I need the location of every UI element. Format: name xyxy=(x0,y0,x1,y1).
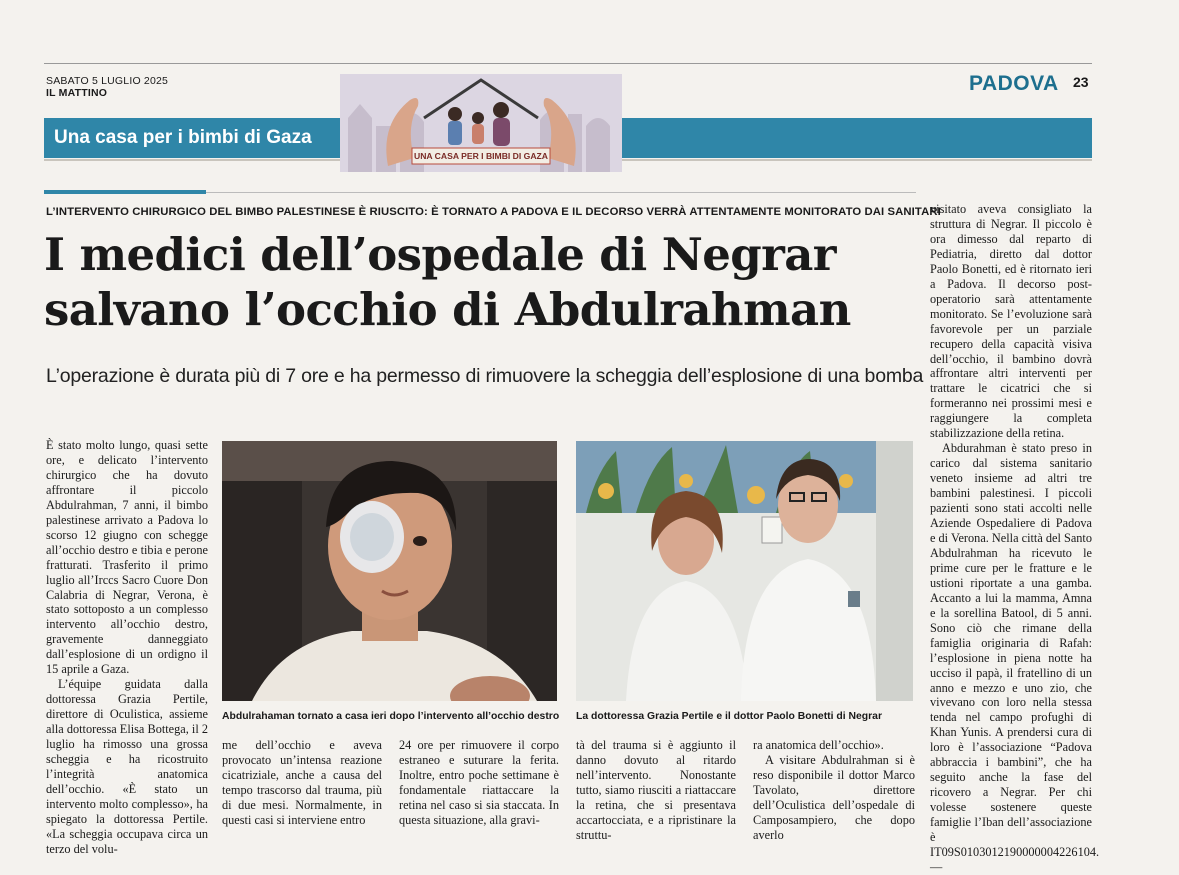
article-subheadline: L’operazione è durata più di 7 ore e ha permesso di rimuovere la scheggia dell’esplosione di una bomba xyxy=(46,365,924,387)
banner-bar-right xyxy=(622,118,1092,158)
article-column-5 xyxy=(753,738,915,843)
column-5-paragraph-2: A visitare Abdulrahman si è reso disponibile il dottor Marco Tavolato, direttore dell’Oculistica dell’ospedale di Camposampiero, che dopo averlo xyxy=(753,752,915,842)
section-name: PADOVA xyxy=(969,72,1059,95)
article-column-6 xyxy=(930,202,1100,875)
kicker-rule xyxy=(44,190,206,194)
column-1-paragraph-1: È stato molto lungo, quasi sette ore, e delicato l’intervento chirurgico che ha dovuto affrontare il piccolo Abdulrahman, 7 anni, il bimbo palestinese arrivato a Padova lo scorso 12 giugno con schegge all’occhio destro e tibia e perone fratturati. Trasferito il primo luglio all’Irccs Sacro Cuore Don Calabria di Negrar, Verona, è stato sottoposto a un complesso intervento all’occhio destro, gravemente danneggiato dall’esplosione di un ordigno il 15 aprile a Gaza. xyxy=(46,438,208,677)
campaign-logo-text: UNA CASA PER I BIMBI DI GAZA xyxy=(414,151,548,161)
article-column-2 xyxy=(222,738,382,828)
photo-doctors-caption: La dottoressa Grazia Pertile e il dottor Paolo Bonetti di Negrar xyxy=(576,711,883,722)
column-1-paragraph-2: L’équipe guidata dalla dottoressa Grazia Pertile, direttore di Oculistica, assieme alla dottoressa Elisa Bottega, il 2 luglio ha rimosso una grossa scheggia e ha ricostruito l’integrità anatomica dell’occhio. «È stato un intervento molto complesso», ha spiegato la dottoressa Pertile. «La scheggia occupava circa un terzo del volu- xyxy=(46,677,208,856)
headline-line-1: I medici dell’ospedale di Negrar xyxy=(44,228,836,281)
headline-line-2: salvano l’occhio di Abdulrahman xyxy=(44,283,851,336)
header-rule-top xyxy=(44,63,1092,64)
column-3-paragraph: 24 ore per rimuovere il corpo estraneo e suturare la ferita. Inoltre, entro poche settimane è fondamentale riattaccare la retina nel caso si sia staccata. In questa situazione, alla gravi- xyxy=(399,738,559,827)
article-column-4 xyxy=(576,738,736,843)
column-6-paragraph-2: Abdurahman è stato preso in carico dal sistema sanitario veneto insieme ad altri tre bambini palestinesi. I piccoli pazienti sono stati accolti nelle Aziende Ospedaliere di Padova e di Verona. Nella città del Santo Abdulrahman ha ricevuto le prime cure per le fratture e le ustioni riportate a una gamba. Accanto a lui la mamma, Amna e la sorellina Batool, di 5 anni. Sono ciò che rimane della famiglia originaria di Rafah: l’esplosione in piena notte ha ucciso il papà, il fratellino di un anno e mezzo e uno zio, che vivevano con loro nella stessa tenda nel campo profughi di Khan Yunis. A prendersi cura di loro è l’associazione “Padova abbraccia i bambini”, che ha seguito anche la fase del ricovero a Negrar. Per chi volesse sostenere queste famiglie l’Iban dell’associazione è IT09S0103012190000004226104. — xyxy=(930,441,1100,874)
column-5-paragraph-1: ra anatomica dell’occhio». xyxy=(753,738,884,752)
article-column-3 xyxy=(399,738,559,828)
photo-child-image xyxy=(222,441,557,701)
banner-title: Una casa per i bimbi di Gaza xyxy=(54,127,312,148)
photo-doctors xyxy=(576,441,913,701)
column-4-paragraph: tà del trauma si è aggiunto il danno dovuto al ritardo nell’intervento. Nonostante tutto, siamo riusciti a riattaccare la retina, che si presentava accartocciata, e a ripristinare la struttu- xyxy=(576,738,736,842)
issue-date: SABATO 5 LUGLIO 2025 xyxy=(46,75,169,87)
campaign-logo xyxy=(340,74,622,172)
photo-child-caption: Abdulrahaman tornato a casa ieri dopo l’intervento all’occhio destro xyxy=(222,711,560,722)
article-column-1 xyxy=(46,438,208,857)
column-2-paragraph: me dell’occhio e aveva provocato un’intensa reazione cicatriziale, anche a causa del tempo trascorso dal trauma, più di due mesi. Normalmente, in questi casi si interviene entro xyxy=(222,738,382,827)
article-kicker: L’INTERVENTO CHIRURGICO DEL BIMBO PALESTINESE È RIUSCITO: È TORNATO A PADOVA E IL DECORSO VERRÀ ATTENTAMENTE MONITORATO DAI SANITARI xyxy=(46,206,941,218)
column-6-paragraph-1: visitato aveva consigliato la struttura di Negrar. Il piccolo è ora dimesso dal reparto di Pediatria, diretto dal dottor Paolo Bonetti, ed è ritornato ieri a Padova. Il decorso post-operatorio sarà attentamente monitorato. Se l’evoluzione sarà favorevole per un parziale recupero della capacità visiva dell’occhio, il bambino dovrà affrontare altri interventi per trattare le cicatrici che si formeranno nei prossimi mesi e raggiungere la completa stabilizzazione della retina. xyxy=(930,202,1092,441)
newspaper-name: IL MATTINO xyxy=(46,87,108,99)
photo-doctors-image xyxy=(576,441,913,701)
page-number: 23 xyxy=(1073,74,1089,90)
kicker-rule-gray xyxy=(206,192,916,193)
photo-child xyxy=(222,441,557,701)
